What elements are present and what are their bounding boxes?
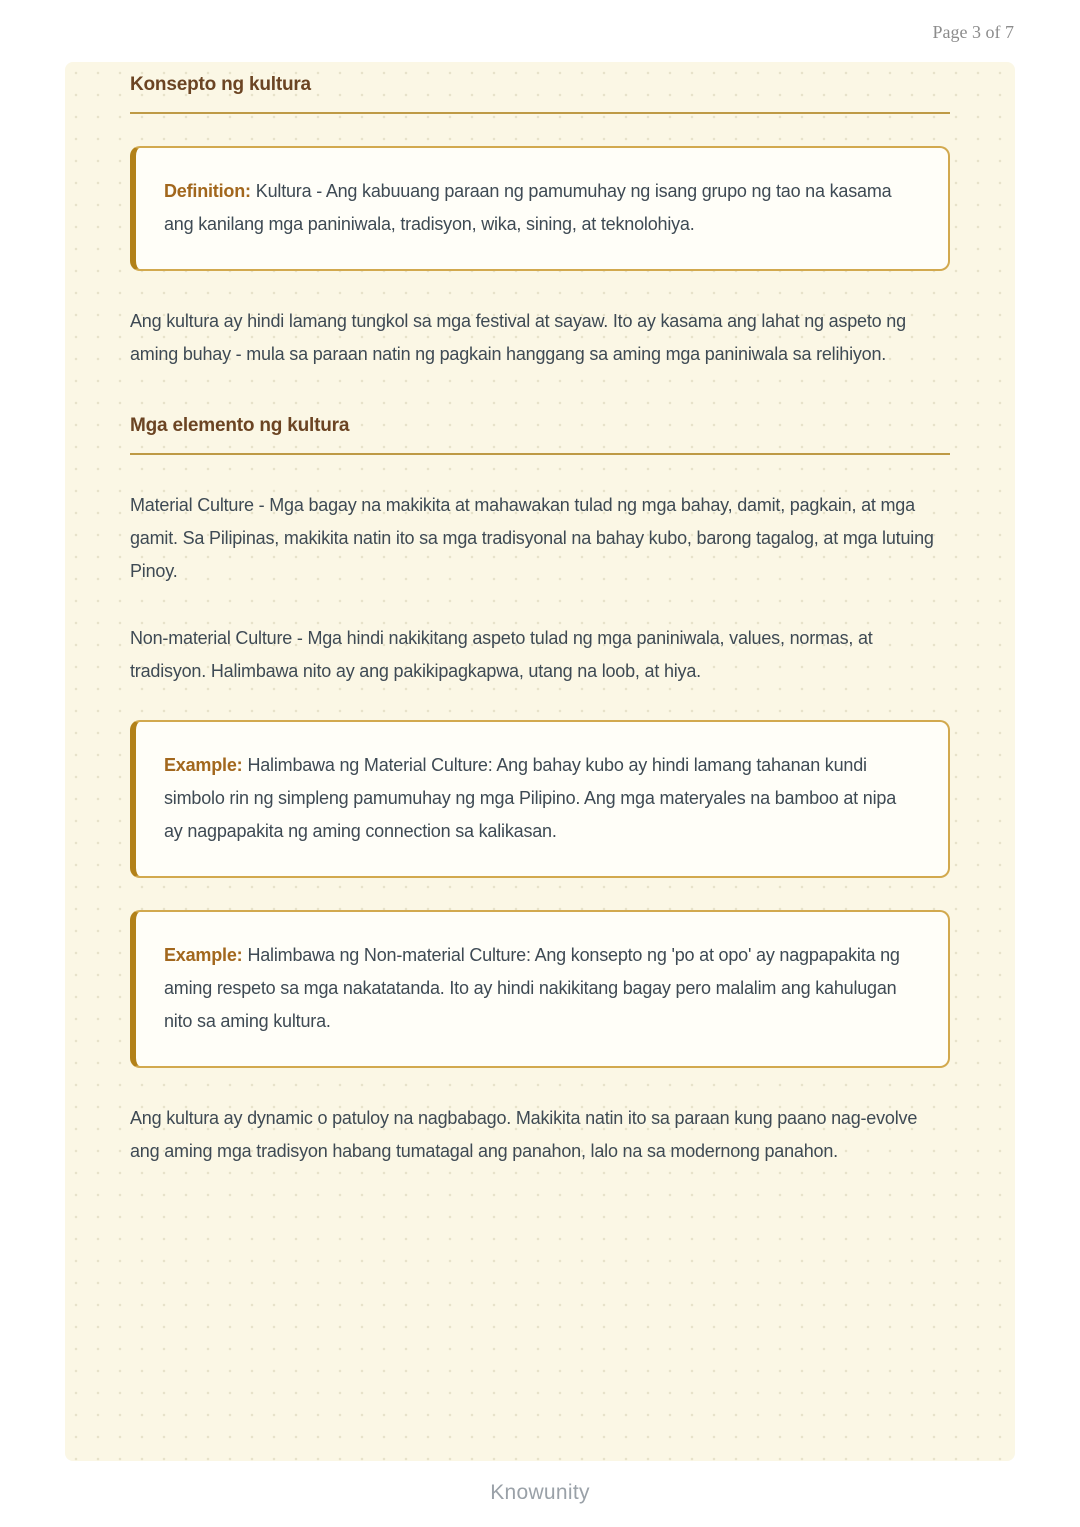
example-callout-nonmaterial: [130, 910, 950, 1068]
example-nonmaterial-label: Example:: [164, 945, 243, 965]
footer-brand: Knowunity: [490, 1481, 590, 1504]
paragraph-dynamic-culture: Ang kultura ay dynamic o patuloy na nagbabago. Makikita natin ito sa paraan kung paano nag-evolve ang aming mga tradisyon habang tumatagal ang panahon, lalo na sa modernong panahon.: [130, 1108, 918, 1161]
definition-callout: [130, 146, 950, 271]
notes-card: [65, 62, 1015, 1461]
example-callout-material: [130, 720, 950, 878]
paragraph-material-culture: Material Culture - Mga bagay na makikita at mahawakan tulad ng mga bahay, damit, pagkain, at mga gamit. Sa Pilipinas, makikita natin ito sa mga tradisyonal na bahay kubo, barong tagalog, at mga lutuing Pinoy.: [130, 495, 934, 581]
section-heading-konsepto: Konsepto ng kultura: [130, 74, 950, 114]
definition-text: [164, 175, 918, 241]
page-indicator: Page 3 of 7: [932, 22, 1014, 42]
example-nonmaterial-text: [164, 939, 918, 1038]
definition-body: Kultura - Ang kabuuang paraan ng pamumuhay ng isang grupo ng tao na kasama ang kanilang mga paniniwala, tradisyon, wika, sining, at teknolohiya.: [164, 181, 892, 234]
section-heading-elemento: Mga elemento ng kultura: [130, 415, 950, 455]
example-nonmaterial-body: Halimbawa ng Non-material Culture: Ang konsepto ng 'po at opo' ay nagpapakita ng aming respeto sa mga nakatatanda. Ito ay hindi nakikitang bagay pero malalim ang kahulugan nito sa aming kultura.: [164, 945, 900, 1031]
example-material-text: [164, 749, 918, 848]
paragraph-nonmaterial-culture: Non-material Culture - Mga hindi nakikitang aspeto tulad ng mga paniniwala, values, normas, at tradisyon. Halimbawa nito ay ang pakikipagkapwa, utang na loob, at hiya.: [130, 628, 873, 681]
example-material-body: Halimbawa ng Material Culture: Ang bahay kubo ay hindi lamang tahanan kundi simbolo rin ng simpleng pamumuhay ng mga Pilipino. Ang mga materyales na bamboo at nipa ay nagpapakita ng aming connection sa kalikasan.: [164, 755, 897, 841]
example-material-label: Example:: [164, 755, 243, 775]
definition-label: Definition:: [164, 181, 251, 201]
paragraph-culture-overview: Ang kultura ay hindi lamang tungkol sa mga festival at sayaw. Ito ay kasama ang lahat ng aspeto ng aming buhay - mula sa paraan natin ng pagkain hanggang sa aming mga paniniwala sa relihiyon.: [130, 311, 906, 364]
